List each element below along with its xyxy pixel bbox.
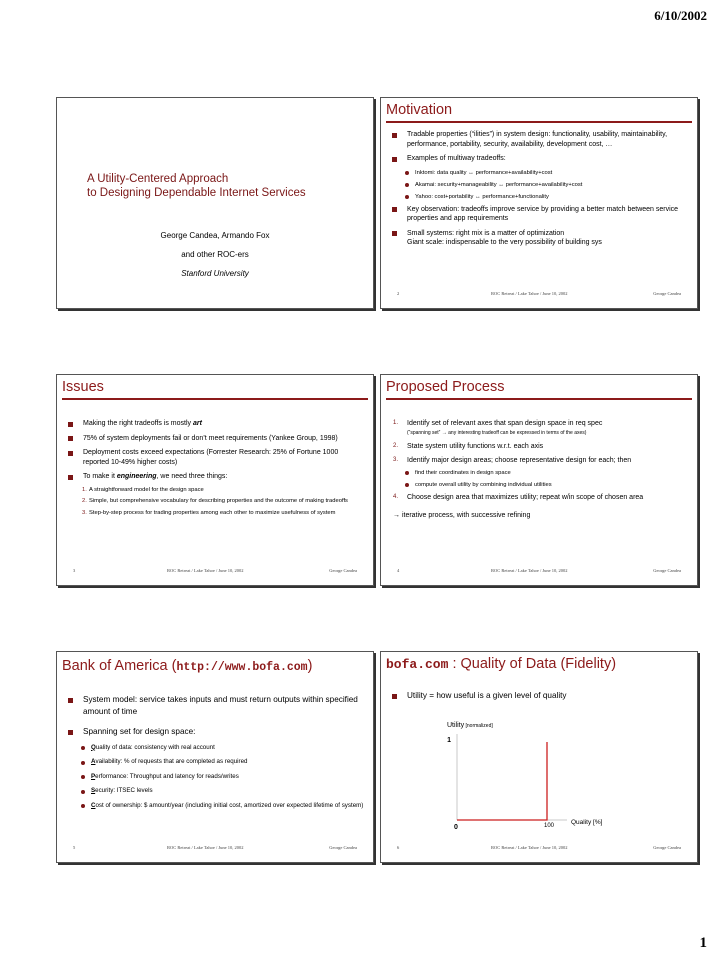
bullet: System model: service takes inputs and must return outputs within specified amount of time: [65, 694, 365, 717]
x-axis-label: Quality [%]: [571, 819, 603, 826]
slide-bank-of-america: [56, 651, 374, 863]
bullet: [389, 229, 689, 248]
numbered-item: 3. Identify major design areas; choose representative design for each; then: [393, 456, 632, 464]
slide-motivation: [380, 97, 698, 309]
presentation-title-line1: A Utility-Centered Approach: [87, 173, 229, 185]
slide-number: 2: [397, 291, 400, 296]
slide-footer: [57, 845, 373, 853]
sub-bullet: Yahoo: cost+portability ↔ performance+functionality: [389, 193, 689, 201]
x-tick-label: 100: [543, 823, 555, 829]
slide-heading: Proposed Process: [386, 379, 505, 395]
slide-heading: Bank of America (http://www.bofa.com): [62, 658, 313, 674]
footer-author: George Candea: [653, 845, 681, 850]
heading-rule: [386, 121, 692, 123]
slide-title: [56, 97, 374, 309]
bullet: 75% of system deployments fail or don’t meet requirements (Yankee Group, 1998): [65, 434, 365, 444]
slide-footer: [381, 291, 697, 299]
numbered-item: 3. Step-by-step process for trading properties among each other to maximize usefulness of system: [82, 509, 336, 516]
slide-heading: Issues: [62, 379, 104, 395]
footer-venue: ROC Retreat / Lake Tahoe / June 10, 2002: [167, 845, 244, 850]
sub-bullet: Akamai: security+manageability ↔ performance+availability+cost: [389, 181, 689, 189]
presentation-title-line2: to Designing Dependable Internet Services: [87, 187, 306, 199]
numbered-item: 1. Identify set of relevant axes that span design space in req spec (“spanning set” → any interesting tradeoff can be expressed in terms of the axes): [393, 420, 603, 436]
slide-heading: bofa.com : Quality of Data (Fidelity): [386, 656, 617, 672]
bullet: Making the right tradeoffs is mostly art: [65, 419, 365, 429]
bullet: Tradable properties (“ilities”) in system design: functionality, usability, maintainability, performance, portability, security, availability, development cost, …: [389, 130, 689, 149]
footer-author: George Candea: [653, 568, 681, 573]
footer-venue: ROC Retreat / Lake Tahoe / June 10, 2002: [491, 845, 568, 850]
sub-bullet-cost: Cost of ownership: $ amount/year (including initial cost, amortized over expected lifetime of system): [65, 802, 365, 811]
bullet: Deployment costs exceed expectations (Forrester Research: 25% of Fortune 1000 reported 10-49% higher costs): [65, 448, 365, 467]
sub-bullet: compute overall utility by combining individual utilities: [389, 481, 689, 489]
y-tick-label: 1: [447, 737, 451, 744]
heading-rule: [386, 398, 692, 400]
arrow-note: → iterative process, with successive refining: [393, 511, 531, 519]
slide-quality-of-data: [380, 651, 698, 863]
affiliation: Stanford University: [181, 269, 249, 278]
utility-chart: [381, 714, 699, 854]
utility-series-line: [457, 742, 547, 820]
slide-footer: [381, 845, 697, 853]
sub-bullet-performance: Performance: Throughput and latency for reads/writes: [65, 773, 365, 782]
page-date: 6/10/2002: [654, 8, 707, 23]
bullet: Spanning set for design space:: [65, 726, 365, 738]
sub-bullet: find their coordinates in design space: [389, 469, 689, 477]
sub-bullet: Inktomi: data quality ↔ performance+availability+cost: [389, 169, 689, 177]
footer-venue: ROC Retreat / Lake Tahoe / June 10, 2002: [491, 291, 568, 296]
bullet-line: Giant scale: indispensable to the very possibility of building sys: [407, 239, 602, 246]
bullet: To make it engineering, we need three things:: [65, 472, 365, 482]
y-axis-label: Utility [normalized]: [447, 722, 493, 729]
authors: George Candea, Armando Fox: [160, 231, 270, 240]
sub-bullet-quality: Quality of data: consistency with real account: [65, 744, 365, 753]
slide-number: 6: [397, 845, 400, 850]
slide-footer: [381, 568, 697, 576]
x-tick-label: 0: [454, 824, 458, 831]
footer-author: George Candea: [653, 291, 681, 296]
numbered-item: 2. Simple, but comprehensive vocabulary for describing properties and the outcome of making tradeoffs: [82, 498, 348, 504]
bullet: Examples of multiway tradeoffs:: [389, 154, 689, 164]
bullet: Utility = how useful is a given level of quality: [389, 690, 689, 702]
numbered-item: 2. State system utility functions w.r.t. each axis: [393, 443, 544, 450]
footer-author: George Candea: [329, 845, 357, 850]
heading-rule: [62, 398, 368, 400]
slide-number: 3: [73, 568, 76, 573]
page-number: 1: [699, 935, 707, 951]
footer-venue: ROC Retreat / Lake Tahoe / June 10, 2002: [167, 568, 244, 573]
sub-bullet-availability: Availability: % of requests that are completed as required: [65, 758, 365, 767]
slide-footer: [57, 568, 373, 576]
slide-heading: Motivation: [386, 102, 453, 118]
bullet-line: Small systems: right mix is a matter of optimization: [407, 229, 565, 237]
numbered-item: 1. A straightforward model for the design space: [82, 486, 204, 493]
slide-issues: [56, 374, 374, 586]
footer-author: George Candea: [329, 568, 357, 573]
sub-bullet-security: Security: ITSEC levels: [65, 787, 365, 796]
slide-number: 5: [73, 845, 76, 850]
footer-venue: ROC Retreat / Lake Tahoe / June 10, 2002: [491, 568, 568, 573]
slide-proposed-process: [380, 374, 698, 586]
bullet: Key observation: tradeoffs improve service by providing a better match between service properties and app requirements: [389, 205, 689, 224]
slide-number: 4: [397, 568, 400, 573]
numbered-item: 4. Choose design area that maximizes utility; repeat w/in scope of chosen area: [393, 494, 644, 501]
others: and other ROC-ers: [181, 250, 249, 259]
